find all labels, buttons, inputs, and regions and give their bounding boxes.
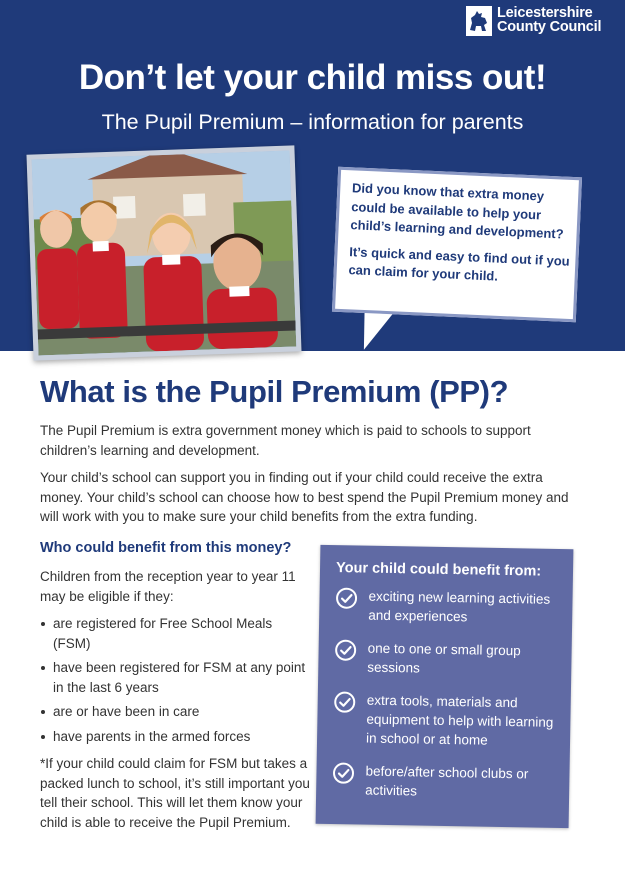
benefit-item bbox=[332, 761, 563, 803]
speech-bubble-text bbox=[348, 179, 575, 297]
section-heading: What is the Pupil Premium (PP)? bbox=[40, 374, 509, 409]
council-logo-icon bbox=[466, 6, 492, 36]
council-name-line2: County Council bbox=[497, 19, 602, 35]
benefit-text: one to one or small group sessions bbox=[367, 640, 521, 676]
page-subtitle: The Pupil Premium – information for parents bbox=[101, 110, 524, 134]
bubble-claim-note: It’s quick and easy to find out if you can claim for your child. bbox=[348, 243, 570, 284]
council-logo bbox=[466, 6, 601, 36]
council-name bbox=[497, 6, 601, 34]
benefit-item bbox=[334, 638, 565, 680]
intro-paragraph: The Pupil Premium is extra government money which is paid to schools to support children’s learning and development. bbox=[40, 423, 531, 458]
bubble-question: Did you know that extra money could be available to help your child’s learning and development? bbox=[350, 180, 564, 242]
check-circle-icon bbox=[334, 639, 356, 661]
eligibility-list bbox=[40, 614, 312, 746]
check-circle-icon bbox=[335, 587, 357, 609]
header-banner bbox=[0, 0, 625, 351]
eligibility-heading: Who could benefit from this money? bbox=[40, 540, 292, 556]
benefits-title: Your child could benefit from: bbox=[335, 560, 542, 580]
list-item: have parents in the armed forces bbox=[40, 727, 312, 747]
fsm-footnote: *If your child could claim for FSM but takes a packed lunch to school, it’s still important you tell their school. This will let them know your child is able to receive the Pupil Premium. bbox=[40, 756, 310, 830]
council-name-line1: Leicestershire bbox=[497, 5, 593, 21]
benefit-text: extra tools, materials and equipment to help with learning in school or at home bbox=[365, 692, 554, 748]
list-item: have been registered for FSM at any point in the last 6 years bbox=[40, 658, 312, 697]
eligibility-section bbox=[40, 567, 312, 832]
support-paragraph: Your child’s school can support you in finding out if your child could receive the extra money. Your child’s school can choose how to best spend the Pupil Premium money and will work with you to make sure your child benefits from the extra funding. bbox=[40, 470, 569, 524]
eligibility-intro: Children from the reception year to year 11 may be eligible if they: bbox=[40, 569, 296, 604]
benefit-item bbox=[333, 690, 564, 751]
check-circle-icon bbox=[334, 691, 356, 713]
benefit-text: before/after school clubs or activities bbox=[365, 763, 529, 799]
list-item: are registered for Free School Meals (FSM) bbox=[40, 614, 312, 653]
benefit-item bbox=[335, 586, 566, 628]
check-circle-icon bbox=[332, 762, 354, 784]
children-photo bbox=[32, 151, 297, 356]
benefit-text: exciting new learning activities and experiences bbox=[368, 588, 551, 625]
benefits-content bbox=[332, 560, 566, 817]
page-title: Don’t let your child miss out! bbox=[78, 58, 547, 97]
children-photo-illustration bbox=[32, 151, 297, 356]
list-item: are or have been in care bbox=[40, 702, 312, 722]
photo-frame bbox=[26, 145, 301, 360]
